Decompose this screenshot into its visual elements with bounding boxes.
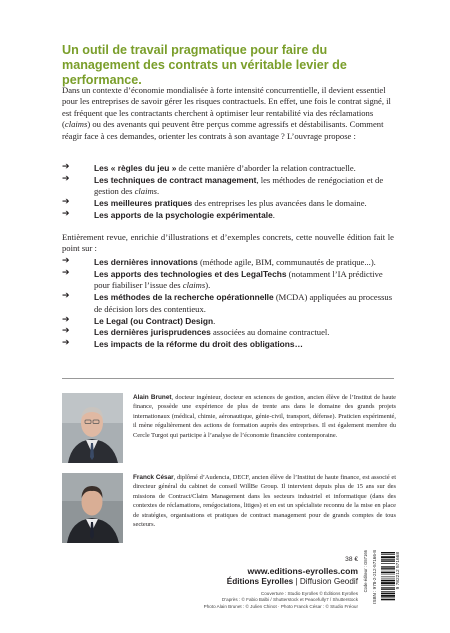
author-photo-franck-cesar [62, 473, 123, 543]
item-text: . [213, 315, 216, 326]
barcode-bar [381, 560, 395, 561]
barcode-digits-text: 9 782212 571668 [396, 552, 401, 590]
item-bold: Les apports des technologies et des LegalTechs [94, 268, 287, 279]
barcode-bar [381, 552, 395, 553]
publisher-line [150, 577, 358, 586]
credit-line: Photo Alain Brunet : © Julien Chinot · Photo Franck César : © Studio Fréour [203, 603, 358, 609]
author-bio-alain-brunet [133, 393, 396, 440]
list-item [62, 210, 394, 221]
intro-claims-term: claims [64, 119, 88, 130]
intro-text-part2: ) ou des avenants qui peuvent être perçus comme agressifs et déstabilisants. Comment réagir face à ces demandes, orienter les contrats à son avantage ? L’ouvrage propose : [62, 119, 384, 141]
headline: Un outil de travail pragmatique pour faire du management des contrats un véritable levier de performance. [62, 43, 347, 87]
barcode-bar [381, 559, 395, 560]
arrow-icon: ➔ [62, 267, 70, 278]
arrow-icon: ➔ [62, 314, 70, 325]
edition-intro: Entièrement revue, enrichie d’illustrations et d’exemples concrets, cette nouvelle édition fait le point sur : [62, 232, 394, 254]
item-bold: Les méthodes de la recherche opérationnelle [94, 292, 274, 303]
item-text: (MCDA) appliquées au processus de décision lors des contentieux. [94, 292, 393, 314]
isbn-label [372, 550, 380, 620]
arrow-icon: ➔ [62, 197, 70, 208]
barcode-bar [381, 556, 395, 558]
photo-credits [150, 591, 358, 610]
author-name: Alain Brunet [133, 394, 172, 401]
barcode-bar [381, 585, 395, 586]
barcode-bar [381, 572, 395, 573]
distributor-name: Diffusion Geodif [299, 577, 358, 586]
divider [62, 378, 394, 379]
author-name: Franck César [133, 474, 174, 481]
approach-list [62, 163, 394, 222]
list-item [62, 327, 394, 338]
list-item [62, 292, 394, 315]
arrow-icon: ➔ [62, 291, 70, 302]
barcode-bar [381, 577, 395, 578]
item-bold: Les techniques de contract management [94, 174, 257, 185]
barcode-bar [381, 574, 395, 575]
item-bold: Les meilleures pratiques [94, 198, 193, 209]
arrow-icon: ➔ [62, 209, 70, 220]
isbn-text: ISBN : 978-2-212-57166-8 [372, 550, 377, 604]
barcode-bar [381, 588, 395, 589]
item-bold: Les dernières jurisprudences [94, 327, 211, 338]
item-text: . [272, 210, 275, 221]
barcode-bar [381, 567, 395, 568]
item-text: , les méthodes de renégociation et de gestion des [94, 174, 384, 197]
publisher-separator: | [293, 577, 300, 586]
barcode-digits [396, 552, 404, 620]
item-bold: Le Legal (ou Contract) Design [94, 315, 214, 326]
list-item [62, 198, 394, 209]
list-item [62, 269, 394, 292]
arrow-icon: ➔ [62, 338, 70, 349]
item-text: associées au domaine contractuel. [210, 327, 330, 338]
barcode-bar [381, 580, 395, 581]
barcode-bar [381, 587, 395, 588]
list-item [62, 339, 394, 350]
arrow-icon: ➔ [62, 326, 70, 337]
arrow-icon: ➔ [62, 256, 70, 266]
list-item [62, 163, 394, 174]
barcode-bar [381, 570, 395, 571]
list-item [62, 257, 394, 268]
intro-text-part1: Dans un contexte d’économie mondialisée à forte intensité concurrentielle, il devient essentiel pour les entreprises de savoir gérer les risques contractuels. En effet, une fois le contrat signé, il est fréquent que les contractants cherchent à optimiser leur rentabilité via des réclamations ( [62, 85, 391, 130]
author-bio-franck-cesar [133, 473, 396, 529]
barcode-bar [381, 599, 395, 600]
item-bold: Les apports de la psychologie expérimentale [94, 210, 273, 221]
price: 38 € [345, 556, 358, 563]
publisher-code-text: Code éditeur : G57166 [363, 550, 368, 593]
author-bio-text: , diplômé d’Audencia, DECF, ancien élève de l’Institut de haute finance, est associé et directeur général du cabinet de conseil WillBe Group. Il intervient depuis plus de 15 ans sur des missions de Contract/Claim Management dans les secteurs industriel et informatique (dans des contextes de réclamations, renégociations, litiges) et en est un spécialiste reconnu de la mise en place de stratégies, organisations et pratiques de contract management pour de grands comptes de tous secteurs. [133, 474, 396, 529]
list-item [62, 316, 394, 327]
item-bold: Les dernières innovations [94, 257, 198, 267]
arrow-icon: ➔ [62, 173, 70, 184]
list-item [62, 175, 394, 198]
edition-list [62, 257, 394, 351]
item-text: (notamment l’IA prédictive pour fiabiliser l’issue des [94, 268, 383, 291]
barcode-bar [381, 598, 395, 599]
barcode-bar [381, 595, 395, 597]
arrow-icon: ➔ [62, 162, 70, 172]
item-bold: Les impacts de la réforme du droit des obligations… [94, 339, 303, 350]
item-tail: . [157, 186, 160, 197]
publisher-name: Éditions Eyrolles [226, 577, 294, 586]
barcode-bar [381, 593, 395, 594]
publisher-website: www.editions-eyrolles.com [247, 566, 358, 576]
credit-line: D’après : © Fabio Balbi / Shutterstock et Peacefully7 / Shutterstock [221, 597, 358, 603]
barcode-bar [381, 554, 395, 555]
author-bio-text: , docteur ingénieur, docteur en sciences de gestion, ancien élève de l’Institut de haute finance, possède une expérience de plus de trente ans dans le domaine des grands projets internationaux (médical, chimie, aéronautique, génie-civil, transport, défense). Praticien expérimenté, il mène régulièrement des actions de formation auprès des entreprises. Il est également membre du Cercle Turgot qui participe à l’analyse de l’économie financière contemporaine. [133, 394, 396, 439]
item-tail: ). [205, 280, 211, 291]
barcode-bar [381, 563, 395, 564]
item-text: de cette manière d’aborder la relation contractuelle. [176, 163, 356, 173]
item-italic: claims [182, 280, 206, 291]
barcode-bar [381, 582, 395, 584]
credit-line: Couverture : Studio Eyrolles © Éditions Eyrolles [260, 591, 358, 596]
barcode-bar [381, 591, 395, 592]
barcode-bar [381, 579, 395, 580]
item-italic: claims [134, 186, 158, 197]
item-text: (méthode agile, BIM, communautés de pratique...). [197, 257, 376, 267]
item-text: des entreprises les plus avancées dans le domaine. [192, 198, 367, 209]
author-photo-alain-brunet [62, 393, 123, 463]
item-bold: Les « règles du jeu » [94, 163, 177, 173]
intro-paragraph [62, 85, 394, 142]
barcode-bar [381, 566, 395, 567]
